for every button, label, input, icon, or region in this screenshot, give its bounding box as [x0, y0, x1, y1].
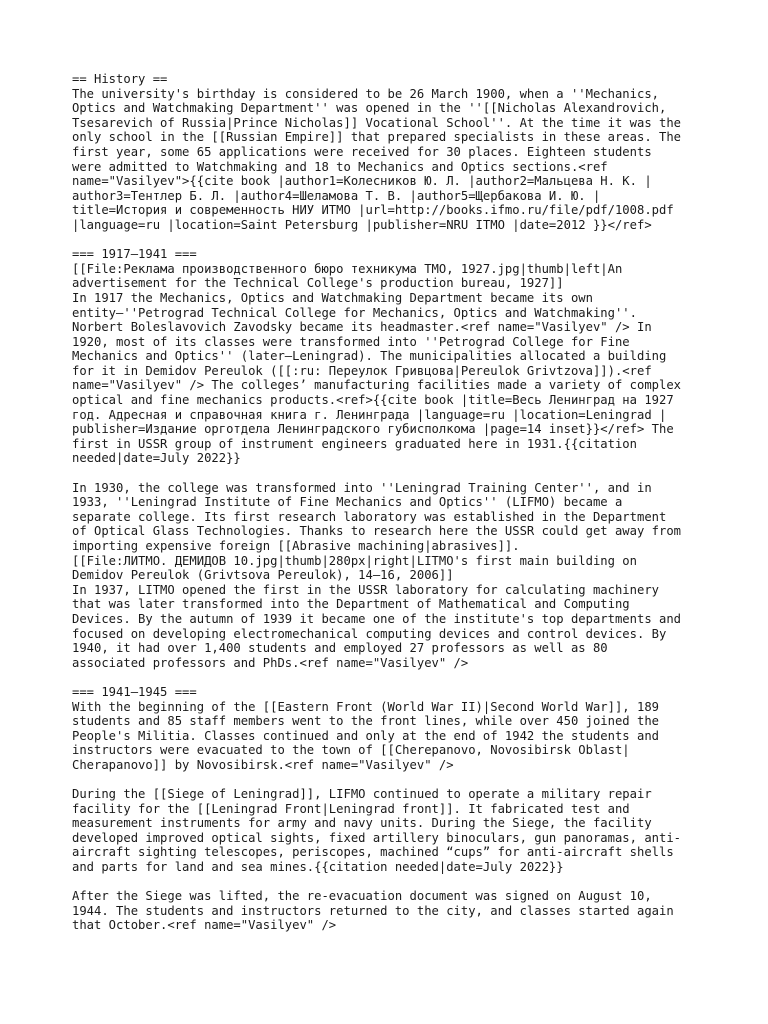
paragraph-1930: [72, 481, 712, 671]
text-line: instructors were evacuated to the town of [[Cherepanovo, Novosibirsk Oblast|: [72, 743, 630, 758]
text-line: name="Vasilyev" /> The colleges’ manufacturing facilities made a variety of complex: [72, 378, 682, 393]
text-line: name="Vasilyev">{{cite book |author1=Колесников Ю. Л. |author2=Мальцева Н. К. |: [72, 174, 652, 189]
text-line: 1944. The students and instructors returned to the city, and classes started again: [72, 903, 674, 918]
text-line: for it in Demidov Pereulok ([[:ru: Переулок Гривцова|Pereulok Grivtzova]]).<ref: [72, 363, 652, 378]
text-line: год. Адресная и справочная книга г. Ленинграда |language=ru |location=Leningrad |: [72, 407, 667, 422]
text-line: that October.<ref name="Vasilyev" />: [72, 918, 337, 933]
section-1917-1941: [72, 247, 712, 466]
text-line: In 1937, LITMO opened the first in the USSR laboratory for calculating machinery: [72, 582, 659, 597]
text-line: associated professors and PhDs.<ref name="Vasilyev" />: [72, 655, 469, 670]
text-line: were admitted to Watchmaking and 18 to Mechanics and Optics sections.<ref: [72, 159, 608, 174]
text-line: In 1917 the Mechanics, Optics and Watchmaking Department became its own: [72, 290, 593, 305]
text-line: Cherapanovo]] by Novosibirsk.<ref name="Vasilyev" />: [72, 757, 454, 772]
text-line: aircraft sighting telescopes, periscopes, machined “cups” for anti-aircraft shells: [72, 845, 674, 860]
text-line: developed improved optical sights, fixed artillery binoculars, gun panoramas, anti-: [72, 830, 682, 845]
text-line: first in USSR group of instrument engineers graduated here in 1931.{{citation: [72, 436, 637, 451]
text-line: In 1930, the college was transformed into ''Leningrad Training Center'', and in: [72, 480, 652, 495]
text-line: Mechanics and Optics'' (later–Leningrad). The municipalities allocated a building: [72, 349, 667, 364]
text-line: 1940, it had over 1,400 students and employed 27 professors as well as 80: [72, 641, 608, 656]
text-line: [[File:ЛИТМО. ДЕМИДОВ 10.jpg|thumb|280px|right|LITMO's first main building on: [72, 553, 637, 568]
text-line: title=История и современность НИУ ИТМО |url=http://books.ifmo.ru/file/pdf/1008.pdf: [72, 203, 674, 218]
section-1941-1945: [72, 685, 712, 773]
text-line: The university's birthday is considered to be 26 March 1900, when a ''Mechanics,: [72, 86, 659, 101]
text-line: |language=ru |location=Saint Petersburg |publisher=NRU ITMO |date=2012 }}</ref>: [72, 217, 652, 232]
paragraph-siege: [72, 787, 712, 875]
text-line: optical and fine mechanics products.<ref>{{cite book |title=Весь Ленинград на 1927: [72, 393, 674, 408]
paragraph-gap: [72, 466, 712, 481]
document-page: [72, 72, 712, 933]
section-heading: == History ==: [72, 72, 168, 86]
text-line: that was later transformed into the Department of Mathematical and Computing: [72, 597, 630, 612]
text-line: needed|date=July 2022}}: [72, 451, 241, 466]
history-section: [72, 72, 712, 233]
paragraph-re-evacuation: [72, 889, 712, 933]
paragraph-gap: [72, 670, 712, 685]
subsection-heading: === 1941–1945 ===: [72, 684, 197, 699]
text-line: entity–''Petrograd Technical College for Mechanics, Optics and Watchmaking''.: [72, 305, 637, 320]
text-line: facility for the [[Leningrad Front|Leningrad front]]. It fabricated test and: [72, 801, 630, 816]
text-line: During the [[Siege of Leningrad]], LIFMO continued to operate a military repair: [72, 787, 652, 802]
text-line: only school in the [[Russian Empire]] that prepared specialists in these areas. The: [72, 130, 682, 145]
text-line: Tsesarevich of Russia|Prince Nicholas]] Vocational School''. At the time it was the: [72, 115, 682, 130]
paragraph-gap: [72, 233, 712, 248]
text-line: After the Siege was lifted, the re-evacuation document was signed on August 10,: [72, 889, 652, 904]
paragraph-gap: [72, 773, 712, 788]
text-line: Devices. By the autumn of 1939 it became one of the institute's top departments and: [72, 611, 682, 626]
text-line: Demidov Pereulok (Grivtsova Pereulok), 14–16, 2006]]: [72, 568, 454, 583]
text-line: 1920, most of its classes were transformed into ''Petrograd College for Fine: [72, 334, 630, 349]
text-line: separate college. Its first research laboratory was established in the Department: [72, 509, 667, 524]
text-line: and parts for land and sea mines.{{citation needed|date=July 2022}}: [72, 860, 564, 875]
text-line: of Optical Glass Technologies. Thanks to research here the USSR could get away from: [72, 524, 682, 539]
text-line: 1933, ''Leningrad Institute of Fine Mechanics and Optics'' (LIFMO) became a: [72, 495, 623, 510]
text-line: With the beginning of the [[Eastern Front (World War II)|Second World War]], 189: [72, 699, 659, 714]
text-line: People's Militia. Classes continued and only at the end of 1942 the students and: [72, 728, 659, 743]
text-line: author3=Тентлер Б. Л. |author4=Шеламова Т. В. |author5=Щербакова И. Ю. |: [72, 188, 601, 203]
text-line: Optics and Watchmaking Department'' was opened in the ''[[Nicholas Alexandrovich,: [72, 101, 667, 116]
text-line: advertisement for the Technical College's production bureau, 1927]]: [72, 276, 564, 291]
text-line: publisher=Издание орготдела Ленинградского губисполкома |page=14 inset}}</ref> The: [72, 422, 674, 437]
subsection-heading: === 1917–1941 ===: [72, 247, 197, 262]
text-line: [[File:Реклама производственного бюро техникума ТМО, 1927.jpg|thumb|left|An: [72, 261, 623, 276]
text-line: measurement instruments for army and navy units. During the Siege, the facility: [72, 816, 652, 831]
text-line: importing expensive foreign [[Abrasive machining|abrasives]].: [72, 539, 520, 553]
text-line: focused on developing electromechanical computing devices and control devices. By: [72, 626, 667, 641]
text-line: Norbert Boleslavovich Zavodsky became its headmaster.<ref name="Vasilyev" /> In: [72, 320, 652, 335]
paragraph-gap: [72, 875, 712, 890]
text-line: students and 85 staff members went to the front lines, while over 450 joined the: [72, 714, 659, 729]
text-line: first year, some 65 applications were received for 30 places. Eighteen students: [72, 144, 652, 159]
